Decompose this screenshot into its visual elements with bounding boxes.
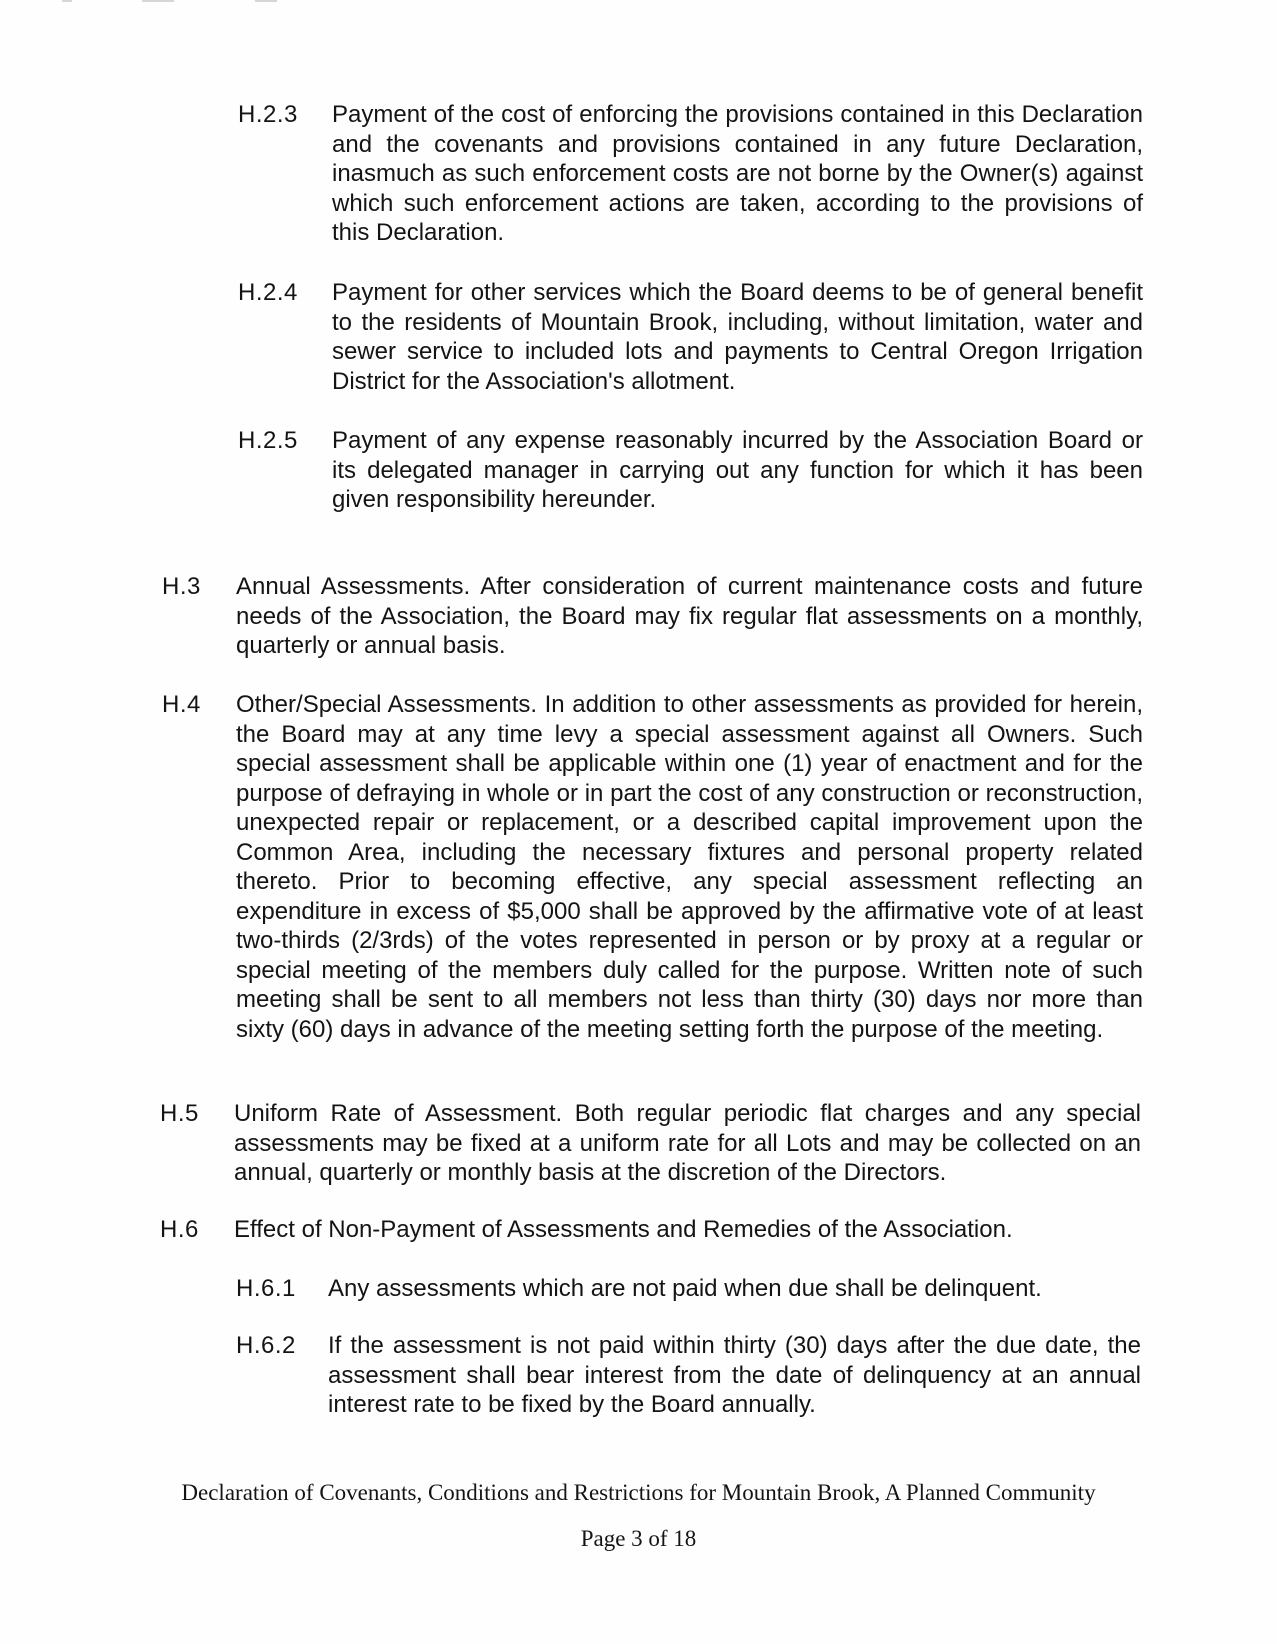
section-text: Payment of the cost of enforcing the provisions contained in this Declaration and the covenants and provisions contained in any future Declaration, inasmuch as such enforcement costs are not borne by the Owner(s) against which such enforcement actions are taken, according to the provisions of this Declaration.	[332, 101, 1143, 246]
section-number: H.5	[160, 1100, 199, 1127]
footer-title: Declaration of Covenants, Conditions and Restrictions for Mountain Brook, A Planned Community	[181, 1480, 1096, 1505]
section-number: H.2.5	[238, 427, 298, 454]
section-number: H.2.3	[238, 101, 298, 128]
section-number: H.6.2	[236, 1332, 296, 1359]
section-number: H.6.1	[236, 1275, 296, 1302]
page-number: Page 3 of 18	[580, 1526, 697, 1551]
scan-artifact	[142, 0, 174, 2]
section-text: Payment for other services which the Board deems to be of general benefit to the residents of Mountain Brook, including, without limitation, water and sewer service to included lots and payments to Central Oregon Irrigation District for the Association's allotment.	[332, 279, 1143, 395]
section-number: H.3	[162, 573, 201, 600]
section-number: H.4	[162, 691, 201, 718]
section-text: Payment of any expense reasonably incurred by the Association Board or its delegated manager in carrying out any function for which it has been given responsibility hereunder.	[332, 427, 1143, 513]
section-text: Uniform Rate of Assessment. Both regular periodic flat charges and any special assessments may be fixed at a uniform rate for all Lots and may be collected on an annual, quarterly or monthly basis at the discretion of the Directors.	[234, 1100, 1141, 1186]
section-number: H.6	[160, 1216, 199, 1243]
scan-artifact	[255, 0, 277, 2]
section-number: H.2.4	[238, 279, 298, 306]
section-text: Effect of Non-Payment of Assessments and Remedies of the Association.	[234, 1216, 1013, 1243]
section-text: Annual Assessments. After consideration of current maintenance costs and future needs of the Association, the Board may fix regular flat assessments on a monthly, quarterly or annual basis.	[236, 573, 1143, 659]
section-text: If the assessment is not paid within thirty (30) days after the due date, the assessment shall bear interest from the date of delinquency at an annual interest rate to be fixed by the Board annually.	[328, 1332, 1141, 1418]
section-text: Other/Special Assessments. In addition to other assessments as provided for herein, the Board may at any time levy a special assessment against all Owners. Such special assessment shall be applicable within one (1) year of enactment and for the purpose of defraying in whole or in part the cost of any construction or reconstruction, unexpected repair or replacement, or a described capital improvement upon the Common Area, including the necessary fixtures and personal property related thereto. Prior to becoming effective, any special assessment reflecting an expenditure in excess of $5,000 shall be approved by the affirmative vote of at least two-thirds (2/3rds) of the votes represented in person or by proxy at a regular or special meeting of the members duly called for the purpose. Written note of such meeting shall be sent to all members not less than thirty (30) days nor more than sixty (60) days in advance of the meeting setting forth the purpose of the meeting.	[236, 691, 1143, 1043]
section-text: Any assessments which are not paid when due shall be delinquent.	[328, 1275, 1042, 1302]
scan-artifact	[62, 0, 72, 2]
